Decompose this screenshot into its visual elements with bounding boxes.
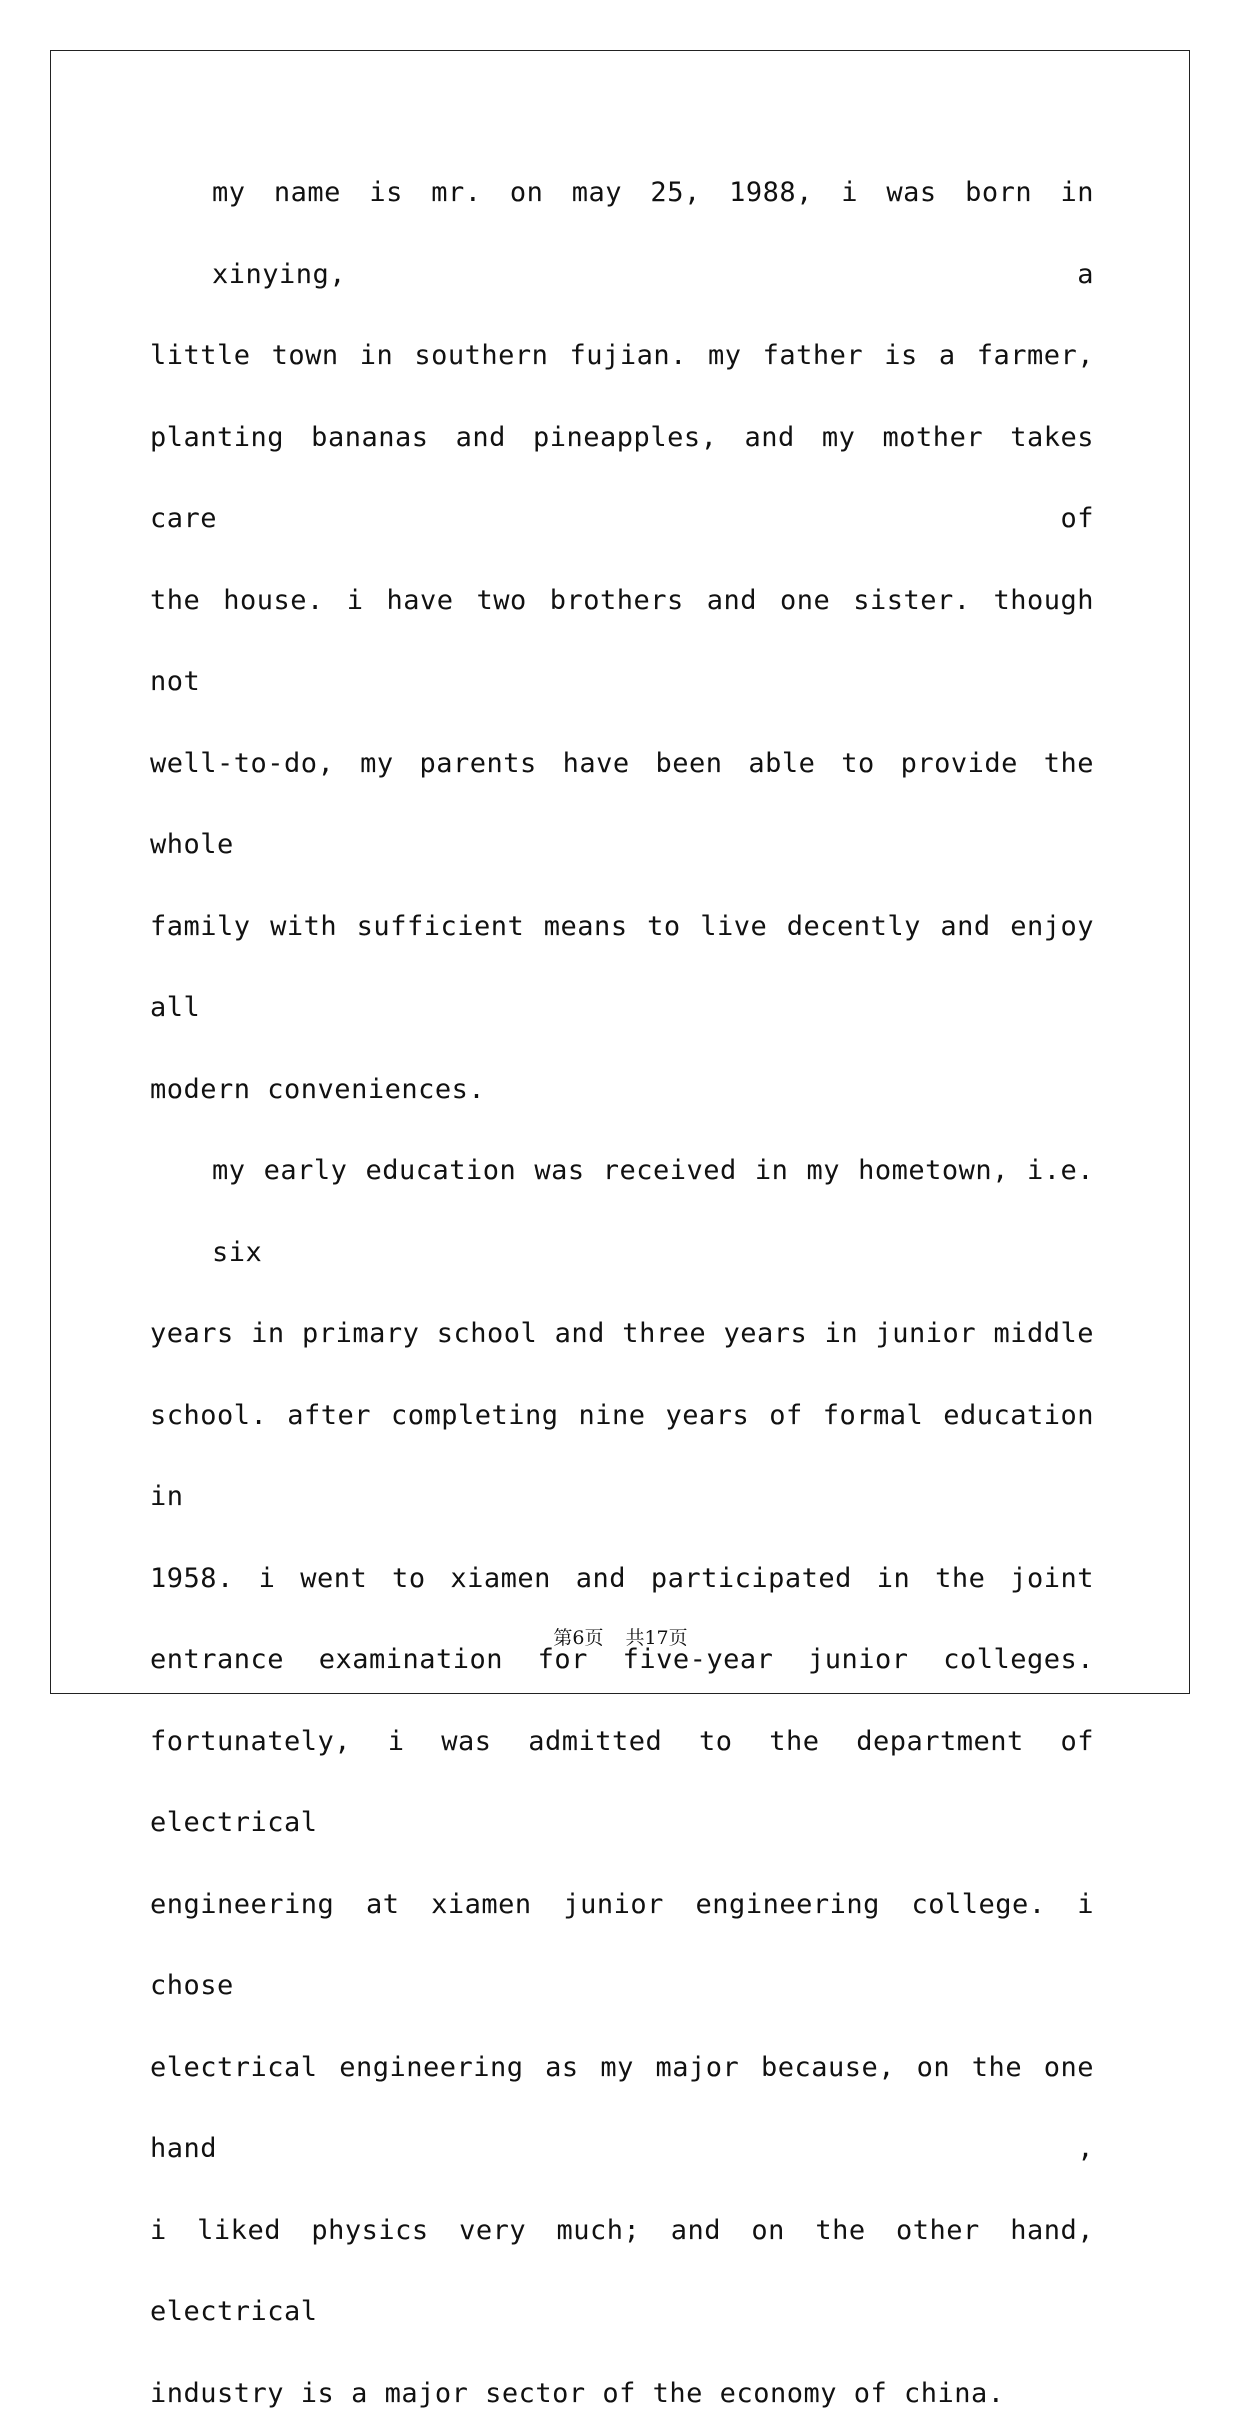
paragraph-1 [150, 152, 1094, 1130]
text-line: planting bananas and pineapples, and my mother takes care of [150, 397, 1094, 560]
text-line: well-to-do, my parents have been able to provide the whole [150, 723, 1094, 886]
text-line: years in primary school and three years in junior middle [150, 1293, 1094, 1375]
text-line: entrance examination for five-year junior colleges. [150, 1619, 1094, 1701]
text-line: my name is mr. on may 25, 1988, i was born in xinying, a [150, 152, 1094, 315]
text-line: industry is a major sector of the economy of china. [150, 2353, 1094, 2434]
text-line: electrical engineering as my major because, on the one hand , [150, 2027, 1094, 2190]
page-footer [0, 1623, 1241, 1650]
text-line: 1958. i went to xiamen and participated in the joint [150, 1538, 1094, 1620]
text-line: i liked physics very much; and on the other hand, electrical [150, 2190, 1094, 2353]
document-body [150, 152, 1094, 2434]
text-line: my early education was received in my hometown, i.e. six [150, 1130, 1094, 1293]
page-number-total: 共17页 [625, 1623, 687, 1650]
text-line: little town in southern fujian. my father is a farmer, [150, 315, 1094, 397]
text-line: engineering at xiamen junior engineering college. i chose [150, 1864, 1094, 2027]
text-line: modern conveniences. [150, 1049, 1094, 1131]
text-line: the house. i have two brothers and one sister. though not [150, 560, 1094, 723]
text-line: school. after completing nine years of formal education in [150, 1375, 1094, 1538]
paragraph-2 [150, 1130, 1094, 2434]
text-line: family with sufficient means to live decently and enjoy all [150, 886, 1094, 1049]
text-line: fortunately, i was admitted to the department of electrical [150, 1701, 1094, 1864]
page-number-current: 第6页 [553, 1623, 603, 1650]
